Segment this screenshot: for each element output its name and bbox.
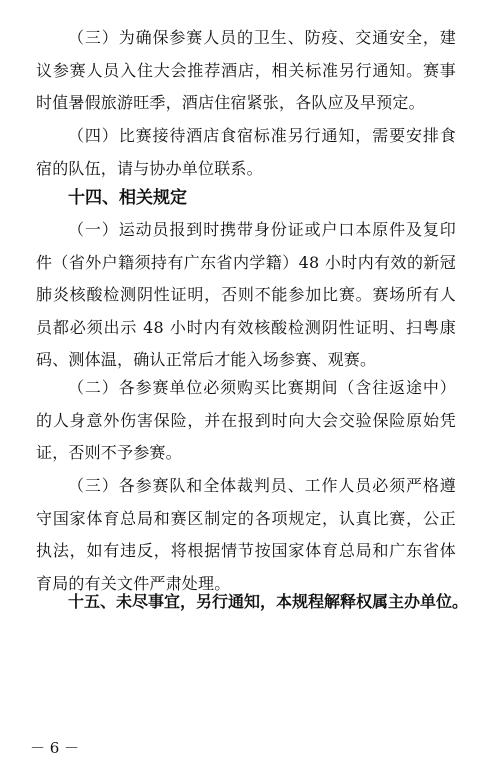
section-heading-15: 十五、未尽事宜，另行通知，本规程解释权属主办单位。: [68, 592, 469, 611]
paragraph-hotel-safety: （三）为确保参赛人员的卫生、防疫、交通安全，建议参赛人员入住大会推荐酒店，相关标准另行通知。赛事时值暑假旅游旺季，酒店住宿紧张，各队应及早预定。: [36, 28, 456, 112]
paragraph-athlete-registration: （一）运动员报到时携带身份证或户口本原件及复印件（省外户籍须持有广东省内学籍）48 小时内有效的新冠肺炎核酸检测阴性证明，否则不能参加比赛。赛场所有人员都必须出示 48 小时内有效核酸检测阴性证明、扫粤康码、测体温，确认正常后才能入场参赛、观赛。: [36, 220, 456, 369]
paragraph-regulations: （三）各参赛队和全体裁判员、工作人员必须严格遵守国家体育总局和赛区制定的各项规定，认真比赛，公正执法，如有违反，将根据情节按国家体育总局和广东省体育局的有关文件严肃处理。: [36, 476, 456, 593]
paragraph-hotel-catering: （四）比赛接待酒店食宿标准另行通知，需要安排食宿的队伍，请与协办单位联系。: [36, 126, 456, 178]
page-number: － 6 －: [30, 739, 80, 757]
paragraph-insurance: （二）各参赛单位必须购买比赛期间（含往返途中）的人身意外伤害保险，并在报到时向大会交验保险原始凭证，否则不予参赛。: [36, 378, 456, 462]
section-heading-14: 十四、相关规定: [68, 188, 187, 208]
